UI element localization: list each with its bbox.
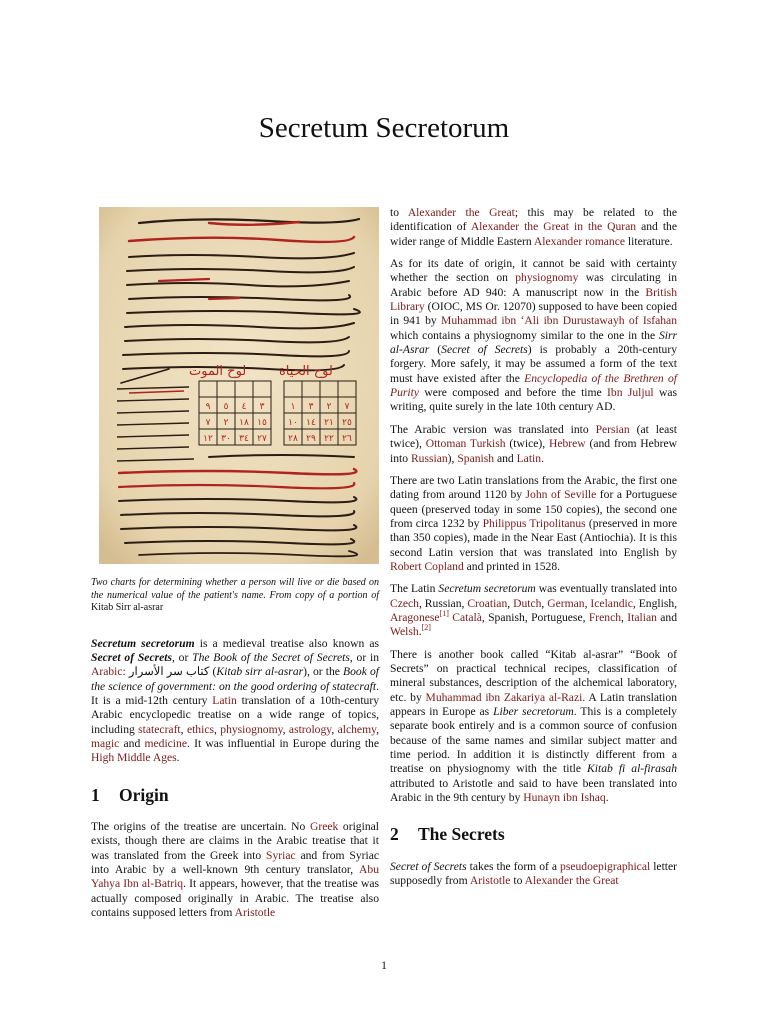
link-statecraft[interactable]: statecraft	[138, 722, 181, 736]
link-physiognomy[interactable]: physiognomy	[220, 722, 283, 736]
link-dutch[interactable]: Dutch	[513, 596, 542, 610]
life-table-label: لوح الحياة	[279, 364, 333, 379]
manuscript-image	[99, 207, 379, 564]
link-medicine[interactable]: medicine	[144, 736, 187, 750]
grid-numeral: ١	[290, 402, 296, 412]
death-table-label: لوح الموت	[189, 364, 247, 379]
link-hebrew[interactable]: Hebrew	[548, 437, 586, 451]
grid-numeral: ٥	[223, 402, 229, 412]
grid-numeral: ٩	[205, 402, 211, 412]
grid-numeral: ٢٧	[257, 434, 267, 444]
link-greek[interactable]: Greek	[309, 819, 339, 833]
grid-numeral: ٢١	[324, 418, 334, 428]
figure-caption: Two charts for determining whether a person will live or die based on the numerical value of the patient's name. From copy of a portion of Kitab Sirr al-asrar	[91, 577, 379, 613]
translations-paragraph: The Latin Secretum secretorum was eventually translated into Czech, Russian, Croatian, Dutch, German, Icelandic, English, Aragonese[1] Català, Spanish, Portuguese, French, Italian and Welsh.[2]	[390, 582, 678, 639]
page-title: Secretum Secretorum	[258, 112, 510, 144]
reference-1[interactable]: [1]	[439, 609, 449, 619]
link-ethics[interactable]: ethics	[186, 722, 214, 736]
latin-translations-paragraph: There are two Latin translations from the Arabic, the first one dating from around 1120 by John of Seville for a Portuguese queen (preserved today in some 150 copies), the second one from circa 1232 by Philippus Tripolitanus (preserved in more than 350 copies), made in the Near East (Antiochia). It is this second Latin version that was translated into English by Robert Copland and printed in 1528.	[390, 473, 678, 573]
link-alchemy[interactable]: alchemy	[337, 722, 377, 736]
link-brethren-of-purity[interactable]: Encyclopedia of the Brethren of Purity	[390, 371, 677, 400]
section-heading-origin: 1 Origin	[91, 784, 169, 805]
manuscript-illustration	[99, 207, 379, 564]
grid-numeral: ٣٤	[239, 434, 249, 444]
link-ottoman-turkish[interactable]: Ottoman Turkish	[425, 437, 506, 451]
grid-numeral: ١٤	[306, 418, 316, 428]
intro-paragraph: Secretum secretorum is a medieval treatise also known as Secret of Secrets, or The Book of the Secret of Secrets, or in Arabic: كتاب سر الأسرار (Kitab sirr al-asrar), or the Book of the science of government: on the good ordering of statecraft. It is a mid-12th century Latin translation of a 10th-century Arabic encyclopedic treatise on a wide range of topics, including statecraft, ethics, physiognomy, astrology, alchemy, magic and medicine. It was influential in Europe during the High Middle Ages.	[91, 636, 380, 765]
link-high-middle-ages[interactable]: High Middle Ages	[91, 751, 177, 765]
grid-numeral: ٧	[344, 402, 350, 412]
link-aristotle-2[interactable]: Aristotle	[469, 874, 511, 888]
grid-numeral: ٢٨	[288, 434, 298, 444]
link-magic[interactable]: magic	[91, 736, 120, 750]
grid-numeral: ٢	[223, 418, 229, 428]
section-heading-the-secrets: 2 The Secrets	[390, 824, 505, 845]
link-latin-2[interactable]: Latin	[516, 451, 542, 465]
link-spanish[interactable]: Spanish	[457, 451, 495, 465]
link-welsh[interactable]: Welsh	[390, 625, 419, 639]
link-aristotle[interactable]: Aristotle	[234, 906, 276, 919]
link-syriac[interactable]: Syriac	[266, 848, 296, 862]
grid-numeral: ٢٥	[342, 418, 352, 428]
link-alexander-the-great[interactable]: Alexander the Great	[407, 206, 515, 219]
grid-numeral: ٢٢	[324, 434, 334, 444]
link-muhammad-durustawayh[interactable]: Muhammad ibn ‘Ali ibn Durustawayh of Isfahan	[441, 314, 677, 328]
link-john-of-seville[interactable]: John of Seville	[525, 488, 597, 502]
link-czech[interactable]: Czech	[390, 596, 419, 610]
grid-numeral: ٣	[308, 402, 314, 412]
link-hunayn-ibn-ishaq[interactable]: Hunayn ibn Ishaq	[523, 791, 606, 805]
grid-numeral: ١٨	[239, 418, 249, 428]
link-al-razi[interactable]: Muhammad ibn Zakariya al-Razi	[425, 690, 583, 704]
origin-paragraph: The origins of the treatise are uncertain. No Greek original exists, though there are claims in the Arabic treatise that it was translated from the Greek into Syriac and from Syriac into Arabic by a well-known 9th century translator, Abu Yahya Ibn al-Batriq. It appears, however, that the treatise was actually composed originally in Arabic. The treatise also contains supposed letters from Aristotle	[91, 819, 380, 919]
link-croatian[interactable]: Croatian	[467, 596, 508, 610]
grid-numeral: ١٠	[288, 418, 298, 428]
link-british-library[interactable]: British Library	[390, 285, 677, 314]
link-ibn-juljul[interactable]: Ibn Juljul	[607, 386, 654, 400]
link-alexander-romance[interactable]: Alexander romance	[533, 234, 626, 248]
arabic-version-paragraph: The Arabic version was translated into Persian (at least twice), Ottoman Turkish (twice), Hebrew (and from Hebrew into Russian), Spanish and Latin.	[390, 422, 678, 465]
grid-numeral: ٢	[326, 402, 332, 412]
link-icelandic[interactable]: Icelandic	[590, 596, 633, 610]
link-alexander-the-great-2[interactable]: Alexander the Great	[524, 874, 619, 888]
link-robert-copland[interactable]: Robert Copland	[390, 559, 464, 573]
link-pseudoepigraphical[interactable]: pseudoepigraphical	[560, 859, 651, 873]
page-number: 1	[381, 959, 387, 972]
grid-numeral: ١٥	[257, 418, 267, 428]
another-book-paragraph: There is another book called “Kitab al-asrar” “Book of Secrets” on practical technical recipes, classification of mineral substances, description of the alchemical laboratory, etc. by Muhammad ibn Zakariya al-Razi. A Latin translation appears in Europe as Liber secretorum. This is a completely separate book entirely and is a common source of confusion because of the same names and similar subject matter and time period. In addition it is distinctly different from a treatise on physiognomy with the title Kitab fi al-firasah attributed to Aristotle and said to have been translated into Arabic in the 9th century by Hunayn ibn Ishaq.	[390, 647, 678, 805]
link-latin[interactable]: Latin	[212, 693, 237, 707]
link-catala[interactable]: Català	[452, 610, 482, 624]
grid-numeral: ٣٠	[221, 434, 231, 444]
grid-numeral: ٢٦	[342, 434, 352, 444]
left-column	[91, 207, 379, 928]
link-abu-yahya[interactable]: Abu Yahya Ibn al-Batriq	[91, 862, 379, 891]
link-italian[interactable]: Italian	[627, 610, 657, 624]
link-arabic[interactable]: Arabic	[91, 665, 123, 679]
grid-numeral: ٣	[259, 402, 265, 412]
link-german[interactable]: German	[547, 596, 585, 610]
link-astrology[interactable]: astrology	[288, 722, 332, 736]
secrets-paragraph: Secret of Secrets takes the form of a pseudoepigraphical letter supposedly from Aristotle to Alexander the Great	[390, 859, 678, 888]
grid-numeral: ٧	[205, 418, 211, 428]
right-column	[390, 206, 677, 896]
link-alexander-quran[interactable]: Alexander the Great in the Quran	[470, 220, 637, 234]
link-persian[interactable]: Persian	[595, 422, 630, 436]
link-aragonese[interactable]: Aragonese	[390, 610, 440, 624]
grid-numeral: ١٢	[203, 434, 213, 444]
link-physiognomy-2[interactable]: physiognomy	[515, 271, 579, 285]
link-french[interactable]: French	[588, 610, 622, 624]
grid-numeral: ٢٩	[306, 434, 316, 444]
origin-paragraph-continued: to Alexander the Great; this may be related to the identification of Alexander the Great in the Quran and the wider range of Middle Eastern Alexander romance literature.	[390, 206, 677, 248]
link-russian[interactable]: Russian	[410, 451, 448, 465]
date-paragraph: As for its date of origin, it cannot be said with certainty whether the section on physiognomy was circulating in Arabic before AD 940: A manuscript now in the British Library (OIOC, MS Or. 12070) supposed to have been copied in 941 by Muhammad ibn ‘Ali ibn Durustawayh of Isfahan which contains a physiognomy similar to the one in the Sirr al-Asrar (Secret of Secrets) is probably a 20th-century forgery. More safely, it may be assumed a form of the text must have existed after the Encyclopedia of the Brethren of Purity were composed and before the time Ibn Juljul was writing, quite surely in the late 10th century AD.	[390, 257, 677, 414]
link-philippus-tripolitanus[interactable]: Philippus Tripolitanus	[482, 516, 586, 530]
reference-2[interactable]: [2]	[421, 623, 431, 633]
grid-numeral: ٤	[241, 402, 247, 412]
